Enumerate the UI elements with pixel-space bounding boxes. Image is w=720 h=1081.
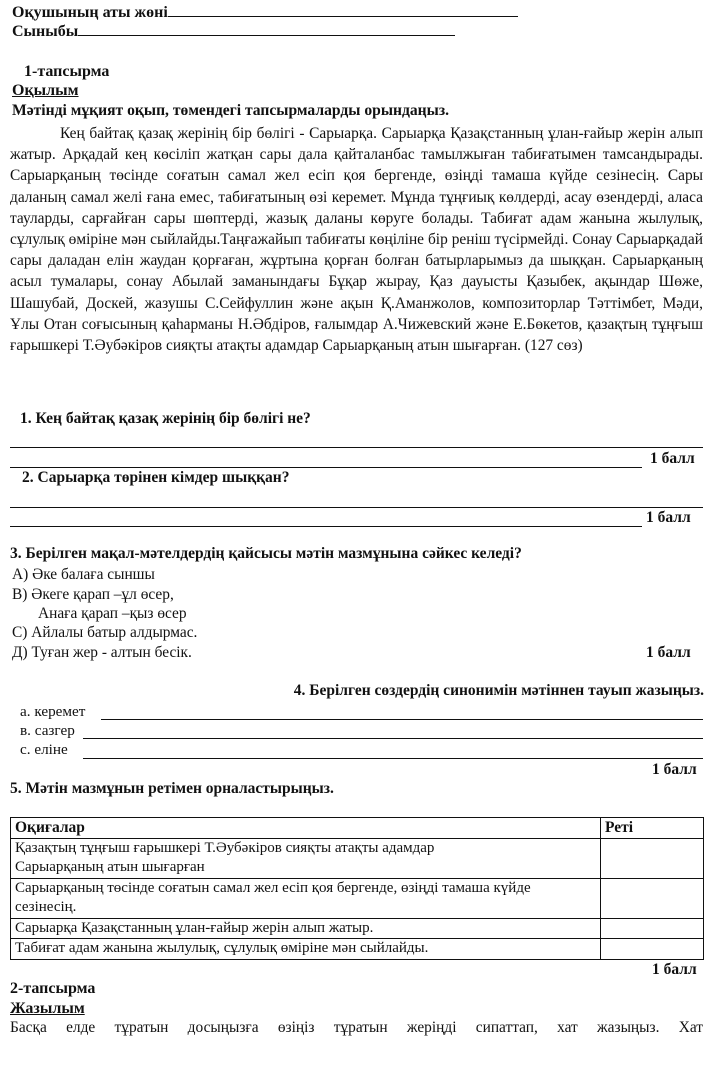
reading-passage (10, 123, 703, 356)
synonym-line-a[interactable] (101, 719, 703, 720)
student-name-field (12, 4, 518, 22)
order-cell[interactable] (601, 838, 704, 878)
synonym-item-b: в. сазгер (20, 722, 75, 739)
task1-section-reading: Оқылым (12, 82, 79, 99)
score-q4: 1 балл (652, 761, 697, 778)
question-3: 3. Берілген мақал-мәтелдердің қайсысы мәтін мазмұнына сәйкес келеді? (10, 545, 522, 562)
question-4: 4. Берілген сөздердің синонимін мәтіннен тауып жазыңыз. (293, 682, 704, 699)
event-text: Сарыарқа Қазақстанның ұлан-ғайыр жерін алып жатыр. (11, 918, 601, 939)
task1-instruction: Мәтінді мұқият оқып, төмендегі тапсырмаларды орындаңыз. (12, 102, 449, 119)
order-cell[interactable] (601, 878, 704, 918)
option-b-line2: Анаға қарап –қыз өсер (38, 605, 187, 622)
order-cell[interactable] (601, 918, 704, 939)
option-a: А) Әке балаға сыншы (12, 566, 155, 583)
task1-title: 1-тапсырма (24, 63, 110, 80)
score-q5: 1 балл (652, 961, 697, 978)
synonym-line-b[interactable] (83, 738, 703, 739)
synonym-item-a: а. керемет (20, 703, 86, 720)
synonym-item-c: с. еліне (20, 741, 68, 758)
answer-line-q2-b[interactable] (10, 526, 642, 527)
task2-section-writing: Жазылым (10, 1000, 85, 1017)
class-label: Сыныбы (12, 23, 79, 40)
answer-line-q2-a[interactable] (10, 507, 703, 508)
order-cell[interactable] (601, 939, 704, 960)
option-b-line1: В) Әкеге қарап –ұл өсер, (12, 586, 174, 603)
question-5: 5. Мәтін мазмұнын ретімен орналастырыңыз. (10, 780, 334, 797)
event-text: Сарыарқаның төсінде соғатын самал жел есіп қоя бергенде, өзіңді тамаша күйде сезінесің. (11, 878, 601, 918)
class-field (12, 23, 455, 41)
score-q2: 1 балл (646, 509, 691, 526)
student-name-input-line[interactable] (168, 4, 518, 17)
class-input-line[interactable] (78, 23, 455, 36)
table-row (11, 838, 704, 878)
question-2: 2. Сарыарқа төрінен кімдер шыққан? (22, 469, 290, 486)
task2-instruction: Басқа елде тұратын досыңызға өзіңіз тұратын жеріңді сипаттап, хат жазыңыз. Хат (10, 1019, 703, 1036)
table-row (11, 918, 704, 939)
option-d: Д) Туған жер - алтын бесік. (12, 644, 192, 661)
table-header-events: Оқиғалар (11, 818, 601, 839)
answer-line-q1-b[interactable] (10, 467, 642, 468)
synonym-line-c[interactable] (83, 758, 703, 759)
event-text: Табиғат адам жанына жылулық, сұлулық өміріне мән сыйлайды. (11, 939, 601, 960)
events-order-table (10, 817, 704, 960)
passage-text: Кең байтақ қазақ жерінің бір бөлігі - Сарыарқа. Сарыарқа Қазақстанның ұлан-ғайыр жерін алып жатыр. Арқадай кең көсіліп жатқан сары дала қайталанбас тамылжыған табиғатымен тамсандырады. Сарыарқаның төсінде соғатын самал жел есіп қоя бергенде, өзіңді тамаша күйде сезінесің. Сары даланың самал желі ғана емес, табиғатының өзі керемет. Мұнда тұңғиық көлдерді, асау өзендерді, аласа тауларды, сарғайған сары шөптерді, жазық даланы көруге болады. Табиғат адам жанына жылулық, сұлулық өміріне мән сыйлайды.Таңғажайып табиғаты көңіліне бір реніш түсірмейді. Сонау Сарыарқадай сары даладан елін жаудан қорғаған, жұртына қорған болған батырларымыз да шыққан. Сарыарқаның асыл тумалары, сонау Абылай заманындағы Бұқар жырау, Қаз дауысты Қазыбек, ақындар Шөже, Шашубай, Доскей, жазушы С.Сейфуллин және ақын Қ.Аманжолов, композиторлар Тәттімбет, Мәди, Ұлы Отан соғысының қаһарманы Н.Әбдіров, ғалымдар А.Чижевский және Е.Бөкетов, қазақтың тұңғыш ғарышкері Т.Әубәкіров сияқты атақты адамдар Сарыарқаның атын шығарған. (127 сөз) (10, 125, 703, 355)
event-text: Қазақтың тұңғыш ғарышкері Т.Әубәкіров сияқты атақты адамдар Сарыарқаның атын шығарған (11, 838, 601, 878)
table-row (11, 939, 704, 960)
option-c: С) Айлалы батыр алдырмас. (12, 624, 198, 641)
table-header-order: Реті (601, 818, 704, 839)
task2-title: 2-тапсырма (10, 980, 96, 997)
table-header-row (11, 818, 704, 839)
score-q3: 1 балл (646, 644, 691, 661)
question-1: 1. Кең байтақ қазақ жерінің бір бөлігі не? (20, 410, 311, 427)
score-q1: 1 балл (650, 450, 695, 467)
table-row (11, 878, 704, 918)
student-name-label: Оқушының аты жөні (12, 4, 168, 21)
answer-line-q1-a[interactable] (10, 447, 703, 448)
